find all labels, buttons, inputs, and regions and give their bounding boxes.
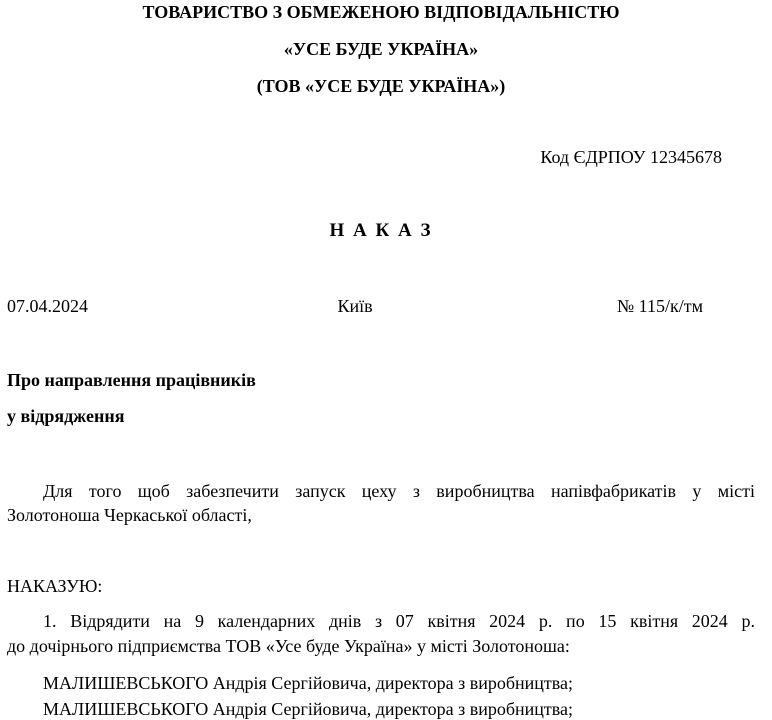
order-title: Н А К А З: [329, 220, 433, 241]
order-city: Київ: [337, 296, 373, 316]
order-number: № 115/к/тм: [617, 296, 704, 316]
item1-line2: до дочірнього підприємства ТОВ «Усе буде Україна» у місті Золотоноша:: [7, 636, 570, 656]
item1-line1: 1. Відрядити на 9 календарних днів з 07 квітня 2024 р. по 15 квітня 2024 р.: [43, 611, 755, 631]
employee-line-1: МАЛИШЕВСЬКОГО Андрія Сергійовича, директора з виробництва;: [43, 673, 574, 693]
edrpou-code: Код ЄДРПОУ 12345678: [540, 147, 722, 167]
subject-line2: у відрядження: [7, 406, 125, 426]
order-date: 07.04.2024: [7, 296, 88, 316]
clipped-next-line: МАЛИШЕВСЬКОГО Андрія Сергійовича, директора з виробництва;: [43, 699, 574, 719]
company-name-line2: «УСЕ БУДЕ УКРАЇНА»: [283, 39, 479, 59]
order-meta-row: [7, 296, 755, 317]
preamble-line1: Для того щоб забезпечити запуск цеху з виробництва напівфабрикатів у місті: [43, 481, 755, 501]
resolution-word: НАКАЗУЮ:: [7, 576, 103, 596]
company-name-line3: (ТОВ «УСЕ БУДЕ УКРАЇНА»): [256, 76, 506, 96]
preamble-line2: Золотоноша Черкаської області,: [7, 505, 252, 525]
company-name-line1: ТОВАРИСТВО З ОБМЕЖЕНОЮ ВІДПОВІДАЛЬНІСТЮ: [142, 2, 620, 22]
subject-line1: Про направлення працівників: [7, 370, 256, 390]
